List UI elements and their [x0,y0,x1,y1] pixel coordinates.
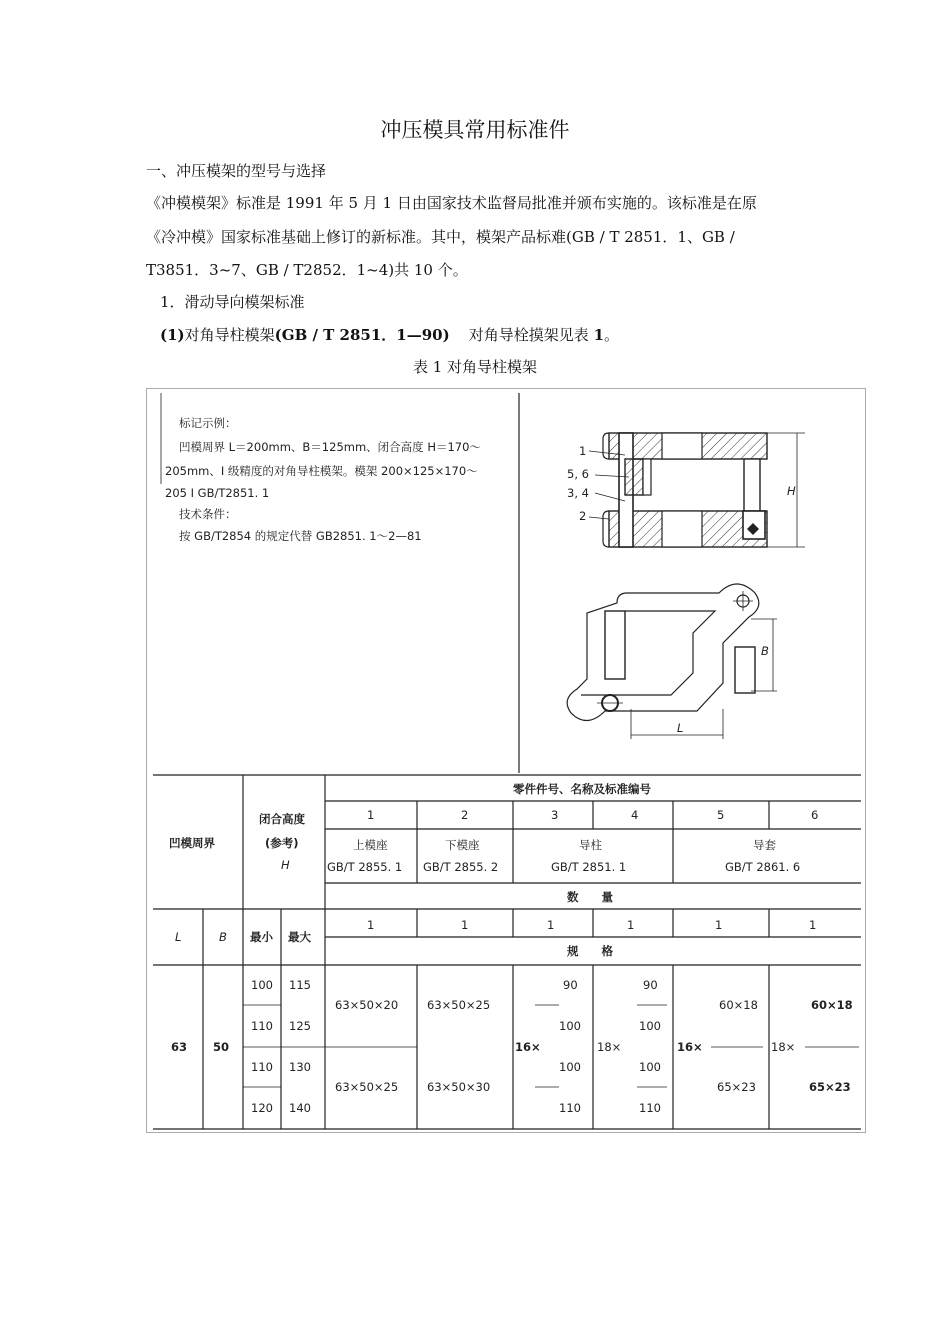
figure-svg [147,389,867,1134]
spec-line: 205mm、I 级精度的对角导柱模架。模架 200×125×170～ [165,464,478,478]
cell-pillar-value: 100 [559,1060,581,1074]
qty-value: 1 [809,918,817,932]
part-num: 3 [551,808,559,822]
part-num: 2 [461,808,469,822]
qty-value: 1 [461,918,469,932]
callout-5-6: 5, 6 [567,467,589,481]
parts-title: 零件件号、名称及标准编号 [513,782,651,796]
sub-header-B: B [219,930,227,944]
part-std: GB/T 2855. 2 [423,860,499,874]
cell-bushing-value: 60×18 [811,998,853,1012]
cell-pillar-value: 90 [643,978,658,992]
paragraph-line: 《冷冲模》国家标准基础上修订的新标准。其中，模架产品标难(GB / T 2851．1、GB / [146,228,735,246]
part-name: 下模座 [445,838,480,852]
cell-pillar-value: 100 [639,1060,661,1074]
spec-table-grid [153,775,861,1129]
page-title: 冲压模具常用标准件 [380,118,570,142]
spec-line: 按 GB/T2854 的规定代替 GB2851. 1～2—81 [179,529,422,543]
cell-lower: 63×50×25 [427,998,491,1012]
section-heading: 一、冲压模架的型号与选择 [146,162,327,180]
cell-max: 125 [289,1019,311,1033]
cell-max: 140 [289,1101,311,1115]
sub2-bold-2: (GB / T 2851．1—90) [274,326,450,344]
callout-2: 2 [579,509,587,523]
dim-L-label: L [677,721,684,735]
col-height-symbol: H [281,858,290,872]
cell-lower: 63×50×30 [427,1080,491,1094]
qty-value: 1 [367,918,375,932]
cell-min: 120 [251,1101,273,1115]
cell-pillar-value: 90 [563,978,578,992]
cell-max: 115 [289,978,311,992]
part-num: 5 [717,808,725,822]
col-perimeter-header: 凹模周界 [169,836,215,850]
qty-label: 数 量 [567,890,613,904]
spec-line: 标记示例： [179,416,237,430]
spec-line: 技术条件： [179,507,237,521]
qty-value: 1 [627,918,635,932]
col-height-header: 闭合高度 [259,812,305,826]
cell-min: 110 [251,1060,273,1074]
cell-pillar-value: 100 [559,1019,581,1033]
callout-3-4: 3, 4 [567,486,589,500]
sub2-text-1: 对角导柱模架 [184,326,275,344]
qty-value: 1 [715,918,723,932]
part-num: 4 [631,808,639,822]
paragraph-line: T3851．3~7、GB / T2852．1~4)共 10 个。 [146,261,468,279]
part-name: 导柱 [579,838,602,852]
cell-pillar-value: 110 [639,1101,661,1115]
subsection-heading: 1．滑动导向模架标准 [160,293,305,311]
sub2-bold-3: 1 [593,326,604,344]
cell-upper: 63×50×20 [335,998,399,1012]
cell-min: 110 [251,1019,273,1033]
cell-bushing-value: 60×18 [719,998,758,1012]
cell-bushing-prefix: 18× [771,1040,796,1054]
sub-header-L: L [175,930,182,944]
sub-header-max: 最大 [288,930,311,944]
cell-bushing-prefix: 16× [677,1040,703,1054]
part-num: 6 [811,808,819,822]
sub2-text-3: 。 [604,326,620,344]
cell-pillar-prefix: 16× [515,1040,541,1054]
sub2-bold-1: (1) [160,326,185,344]
dim-H-label: H [787,484,796,498]
sub2-text-2: 对角导栓摸架见表 [449,326,594,344]
callout-1: 1 [579,444,587,458]
spec-label: 规 格 [567,944,613,958]
die-set-table-figure [146,388,866,1133]
spec-line: 205 I GB/T2851. 1 [165,486,270,500]
cell-upper: 63×50×25 [335,1080,399,1094]
die-set-section-view [567,433,805,547]
subsection-heading-2 [160,324,619,345]
cell-pillar-value: 100 [639,1019,661,1033]
part-std: GB/T 2851. 1 [551,860,627,874]
part-name: 上模座 [353,838,388,852]
part-std: GB/T 2855. 1 [327,860,403,874]
paragraph-line: 《冲模模架》标准是 1991 年 5 月 1 日由国家技术监督局批准并颁布实施的。该标准是在原 [146,194,757,212]
part-std: GB/T 2861. 6 [725,860,801,874]
cell-max: 130 [289,1060,311,1074]
cell-B: 50 [213,1040,230,1054]
dim-B-label: B [761,644,769,658]
spec-line: 凹模周界 L＝200mm、B＝125mm、闭合高度 H＝170～ [179,440,481,454]
cell-bushing-value: 65×23 [717,1080,756,1094]
sub-header-min: 最小 [250,930,273,944]
cell-bushing-value: 65×23 [809,1080,851,1094]
col-height-ref: (参考) [265,836,299,850]
die-set-plan-view [567,584,777,739]
table-caption: 表 1 对角导柱模架 [412,358,538,376]
cell-pillar-prefix: 18× [597,1040,622,1054]
cell-pillar-value: 110 [559,1101,581,1115]
cell-L: 63 [171,1040,188,1054]
part-num: 1 [367,808,375,822]
qty-value: 1 [547,918,555,932]
cell-min: 100 [251,978,273,992]
part-name: 导套 [753,838,776,852]
